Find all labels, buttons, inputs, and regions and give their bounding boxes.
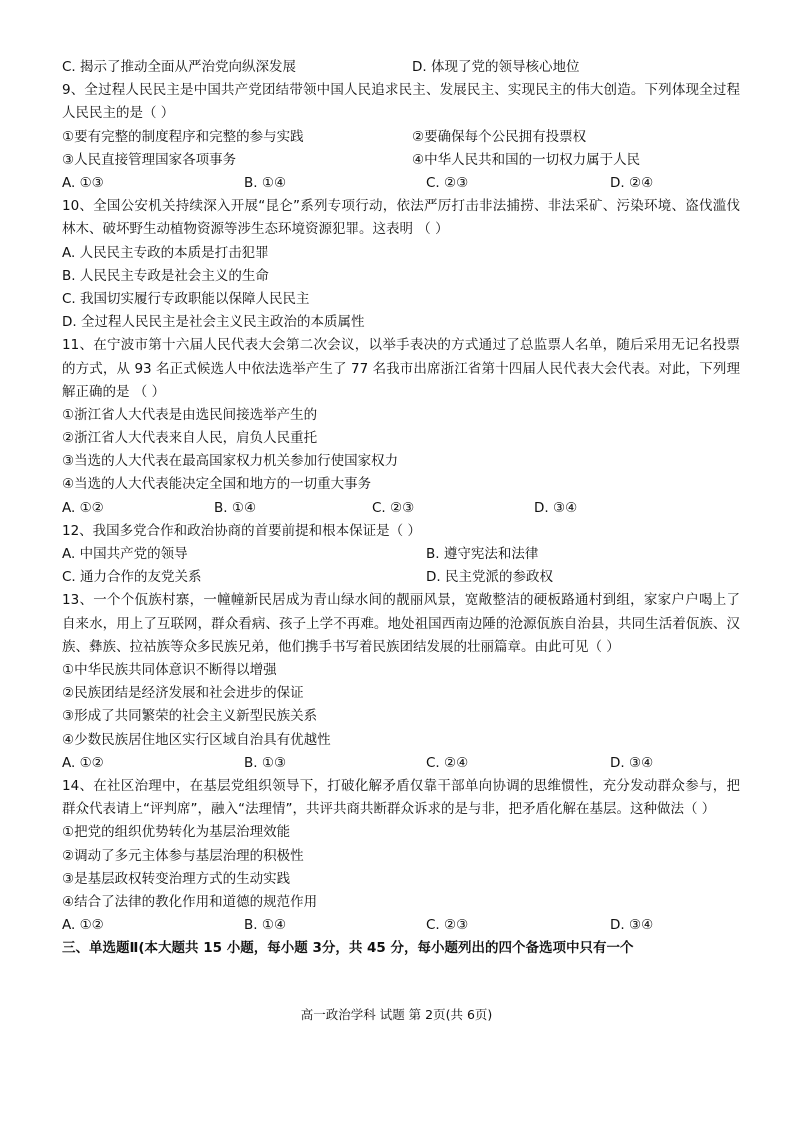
q11-options [62, 497, 740, 520]
q14-statement-2: ②调动了多元主体参与基层治理的积极性 [62, 847, 304, 864]
q14-option-d: D. ③④ [610, 917, 654, 934]
q14-statement-3: ③是基层政权转变治理方式的生动实践 [62, 870, 291, 887]
q12-option-c: C. 通力合作的友党关系 [62, 569, 202, 586]
q11-option-c: C. ②③ [372, 499, 415, 516]
q11-stem: 11、在宁波市第十六届人民代表大会第二次会议，以举手表决的方式通过了总监票人名单，随后采用无记名投票的方式，从 93 名正式候选人中依法选举产生了 77 名我市出席浙江省第十四届人民代表大会代表。对此，下列理解正确的是 （ ） [62, 337, 740, 400]
q12-option-b: B. 遵守宪法和法律 [426, 546, 539, 563]
q8-option-c: C. 揭示了推动全面从严治党向纵深发展 [62, 59, 297, 75]
q9-statement-1: ①要有完整的制度程序和完整的参与实践 [62, 128, 304, 145]
q9-option-b: B. ①④ [244, 174, 287, 191]
q13-statement-3: ③形成了共同繁荣的社会主义新型民族关系 [62, 708, 318, 725]
q12-options-row2 [62, 566, 740, 589]
q14-stem: 14、在社区治理中，在基层党组织领导下，打破化解矛盾仅靠干部单向协调的思维惯性，充分发动群众参与，把群众代表请上“评判席”，融入“法理情”，共评共商共断群众诉求的是与非，把矛盾化解在基层。这种做法（ ） [62, 777, 740, 818]
q13-statement-4: ④少数民族居住地区实行区域自治具有优越性 [62, 731, 331, 748]
q10-option-c: C. 我国切实履行专政职能以保障人民民主 [62, 290, 310, 307]
q10-option-b: B. 人民民主专政是社会主义的生命 [62, 267, 269, 284]
q11-statement-4: ④当选的人大代表能决定全国和地方的一切重大事务 [62, 476, 372, 493]
q11-option-a: A. ①② [62, 499, 104, 516]
q13-option-d: D. ③④ [610, 754, 654, 771]
q9-statements-row2 [62, 149, 740, 172]
q9-option-c: C. ②③ [426, 174, 469, 191]
q9-statement-3: ③人民直接管理国家各项事务 [62, 151, 237, 168]
q10-stem: 10、全国公安机关持续深入开展“昆仑”系列专项行动，依法严厉打击非法捕捞、非法采矿、污染环境、盗伐滥伐林木、破坏野生动植物资源等涉生态环境资源犯罪。这表明 （ ） [62, 198, 740, 238]
q11-statement-3: ③当选的人大代表在最高国家权力机关参加行使国家权力 [62, 453, 399, 470]
q8-option-d: D. 体现了党的领导核心地位 [412, 59, 580, 75]
q13-option-b: B. ①③ [244, 754, 287, 771]
q14-option-c: C. ②③ [426, 917, 469, 934]
q11-option-b: B. ①④ [214, 499, 257, 516]
q11-option-d: D. ③④ [534, 499, 578, 516]
q14-option-b: B. ①④ [244, 917, 287, 934]
q10-option-a: A. 人民民主专政的本质是打击犯罪 [62, 244, 269, 261]
q13-statement-2: ②民族团结是经济发展和社会进步的保证 [62, 685, 304, 702]
section-3-heading: 三、单选题Ⅱ(本大题共 15 小题，每小题 3分，共 45 分，每小题列出的四个备选项中只有一个 [62, 940, 634, 957]
q9-option-a: A. ①③ [62, 174, 104, 191]
q13-option-a: A. ①② [62, 754, 104, 771]
q9-statement-4: ④中华人民共和国的一切权力属于人民 [412, 151, 641, 168]
q12-options-row1 [62, 543, 740, 566]
q9-stem: 9、全过程人民民主是中国共产党团结带领中国人民追求民主、发展民主、实现民主的伟大创造。下列体现全过程人民民主的是（ ） [62, 82, 740, 122]
q13-statement-1: ①中华民族共同体意识不断得以增强 [62, 662, 277, 679]
q9-option-d: D. ②④ [610, 174, 654, 191]
q11-statement-2: ②浙江省人大代表来自人民，肩负人民重托 [62, 430, 318, 447]
q12-option-a: A. 中国共产党的领导 [62, 546, 188, 563]
q10-option-d: D. 全过程人民民主是社会主义民主政治的本质属性 [62, 314, 365, 331]
q12-stem: 12、我国多党合作和政治协商的首要前提和根本保证是（ ） [62, 522, 421, 539]
q14-statement-4: ④结合了法律的教化作用和道德的规范作用 [62, 893, 318, 910]
q9-statements-row1 [62, 126, 740, 149]
exam-page [62, 56, 740, 961]
q14-options [62, 914, 740, 937]
q12-option-d: D. 民主党派的参政权 [426, 569, 553, 586]
q9-statement-2: ②要确保每个公民拥有投票权 [412, 128, 587, 145]
page-footer: 高一政治学科 试题 第 2页(共 6页) [300, 1007, 493, 1022]
q11-statement-1: ①浙江省人大代表是由选民间接选举产生的 [62, 406, 318, 423]
q9-options [62, 172, 740, 195]
q13-option-c: C. ②④ [426, 754, 469, 771]
q13-options [62, 752, 740, 775]
q13-stem: 13、一个个佤族村寨，一幢幢新民居成为青山绿水间的靓丽风景，宽敞整洁的硬板路通村到组，家家户户喝上了自来水，用上了互联网，群众看病、孩子上学不再难。地处祖国西南边陲的沧源佤族自治县，共同生活着佤族、汉族、彝族、拉祜族等众多民族兄弟，他们携手书写着民族团结发展的壮丽篇章。由此可见（ ） [62, 592, 740, 655]
q14-statement-1: ①把党的组织优势转化为基层治理效能 [62, 824, 291, 841]
q8-options [62, 56, 740, 79]
q14-option-a: A. ①② [62, 917, 104, 934]
